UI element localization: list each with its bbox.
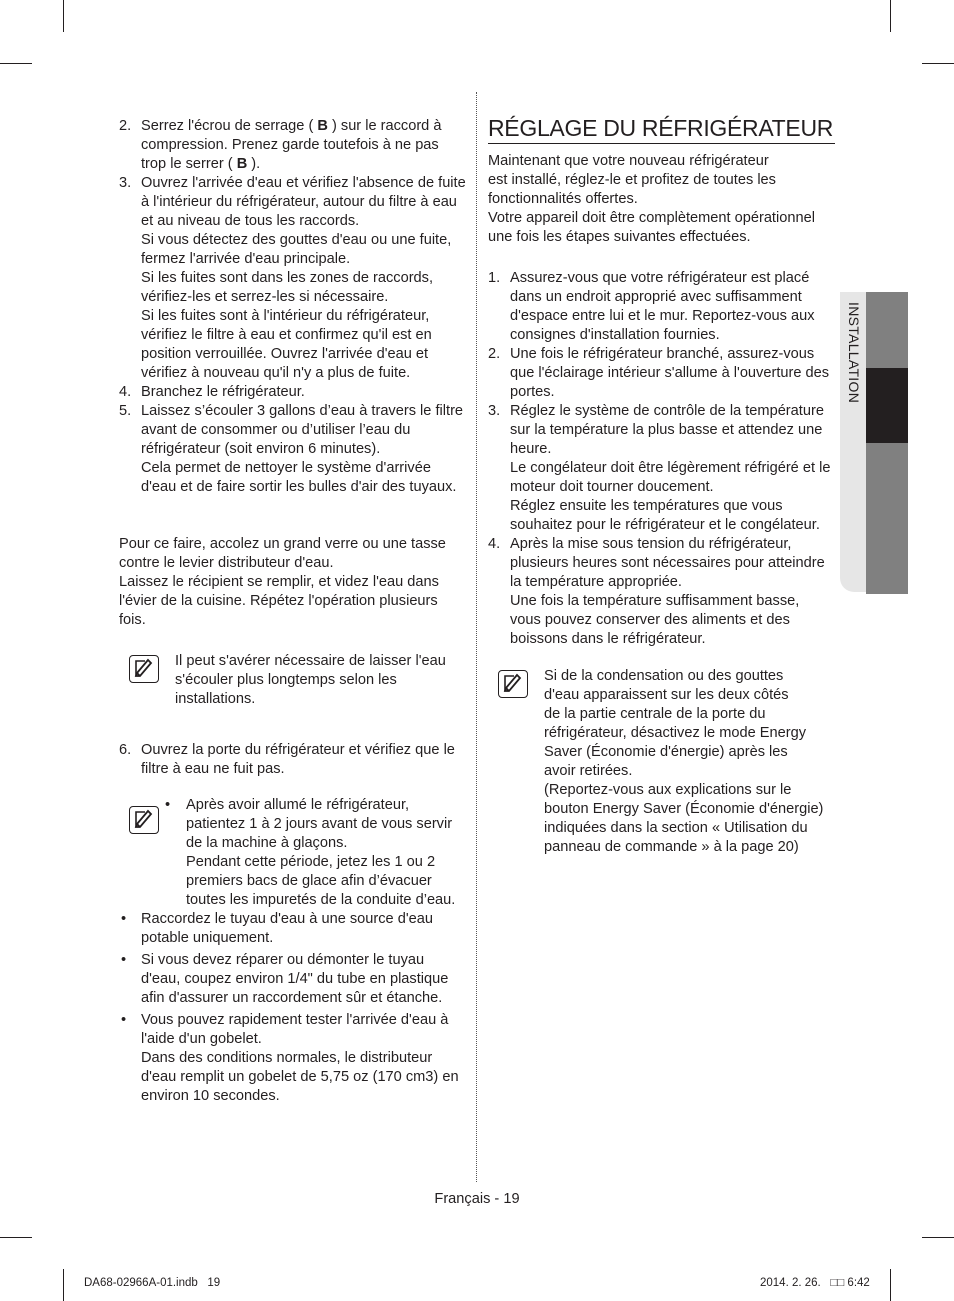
note-pencil-icon — [129, 655, 159, 683]
crop-mark — [890, 1269, 891, 1301]
page-number: Français - 19 — [434, 1191, 520, 1207]
list-item — [119, 117, 467, 174]
step-text: Assurez-vous que votre réfrigérateur est placé dans un endroit approprié avec suffisamment d'espace entre lui et le mur. Reportez-vous aux consignes d'installation fournies. — [510, 270, 815, 343]
bullet-text: Dans des conditions normales, le distributeur d'eau remplit un gobelet de 5,75 oz (170 cm3) en environ 10 secondes. — [141, 1050, 459, 1104]
section-heading: RÉGLAGE DU RÉFRIGÉRATEUR — [488, 114, 835, 144]
step-text: Si les fuites sont à l'intérieur du réfrigérateur, vérifiez le filtre à eau et confirmez qu'il est en position verrouillée. Ouvrez l'arrivée d'eau et vérifiez à nouveau qu'il n'y a plus de fuite. — [141, 308, 432, 381]
step-text: Réglez ensuite les températures que vous souhaitez pour le réfrigérateur et le congélateur. — [510, 498, 820, 533]
bullet-dot: • — [121, 952, 127, 968]
step-text: Serrez l'écrou de serrage ( — [141, 118, 318, 134]
step-text: Si les fuites sont dans les zones de raccords, vérifiez-les et serrez-les si nécessaire. — [141, 270, 434, 305]
step-number: 6. — [119, 742, 132, 758]
bullet-text: Vous pouvez rapidement tester l'arrivée d'eau à l'aide d'un gobelet. — [141, 1012, 449, 1047]
crop-mark — [0, 63, 32, 64]
step-text: Après la mise sous tension du réfrigérateur, plusieurs heures sont nécessaires pour atteindre la température appropriée. — [510, 536, 825, 590]
note-box — [488, 667, 834, 857]
step-text: Le congélateur doit être légèrement réfrigéré et le moteur doit tourner doucement. — [510, 460, 831, 495]
bullet-item — [119, 796, 467, 910]
bullet-text: Après avoir allumé le réfrigérateur, patientez 1 à 2 jours avant de vous servir de la machine à glaçons. — [186, 797, 453, 851]
list-item — [119, 402, 467, 497]
print-slug-date: 2014. 2. 26. □□ 6:42 — [760, 1277, 870, 1289]
install-steps-list — [119, 741, 467, 779]
note-box — [119, 796, 467, 1106]
step-number: 4. — [488, 536, 501, 552]
crop-mark — [63, 0, 64, 32]
step-text: Une fois le réfrigérateur branché, assurez-vous que l'éclairage intérieur s'allume à l'ouverture des portes. — [510, 346, 830, 400]
step-text: Laissez s’écouler 3 gallons d’eau à travers le filtre avant de consommer ou d’utiliser l’eau du réfrigérateur (soit environ 6 minutes). — [141, 403, 464, 457]
step-text: ). — [247, 156, 261, 172]
install-steps-list — [119, 117, 467, 497]
print-slug-file: DA68-02966A-01.indb 19 — [84, 1277, 221, 1289]
step-text: Si vous détectez des gouttes d'eau ou une fuite, fermez l'arrivée d'eau principale. — [141, 232, 452, 267]
list-item — [488, 535, 834, 649]
crop-mark — [922, 1237, 954, 1238]
step-number: 5. — [119, 403, 132, 419]
setup-steps-list — [488, 269, 834, 649]
crop-mark — [0, 1237, 32, 1238]
side-tab-active-marker — [866, 368, 908, 443]
note-text: (Reportez-vous aux explications sur le bouton Energy Saver (Économie d'énergie) indiquées dans la section « Utilisation du panneau de commande » à la page 20) — [544, 782, 824, 855]
bullet-item — [119, 951, 467, 1008]
step-number: 3. — [488, 403, 501, 419]
paragraph: Pour ce faire, accolez un grand verre ou une tasse contre le levier distributeur d'eau. — [119, 536, 446, 571]
note-box — [119, 652, 467, 709]
bullet-item — [119, 1011, 467, 1106]
left-column — [119, 117, 467, 1106]
paragraph: Votre appareil doit être complètement opérationnel une fois les étapes suivantes effectuées. — [488, 210, 815, 245]
note-text: Si de la condensation ou des gouttes d'eau apparaissent sur les deux côtés de la partie centrale de la porte du réfrigérateur, désactivez le mode Energy Saver (Économie d'énergie) après les avoir retirées. — [544, 668, 807, 779]
step-text: Réglez le système de contrôle de la température sur la température la plus basse et attendez une heure. — [510, 403, 824, 457]
step-text: Branchez le réfrigérateur. — [141, 384, 305, 400]
list-item — [119, 383, 467, 402]
bullet-item — [119, 910, 467, 948]
side-tab-bar — [866, 292, 908, 594]
list-item — [119, 174, 467, 383]
paragraph: Maintenant que votre nouveau réfrigérateur est installé, réglez-le et profitez de toutes les fonctionnalités offertes. — [488, 153, 776, 207]
bullet-dot: • — [121, 911, 127, 927]
step-number: 4. — [119, 384, 132, 400]
step-bold: B — [317, 118, 328, 134]
column-divider — [476, 92, 477, 1182]
list-item — [488, 402, 834, 535]
side-tab-label: INSTALLATION — [846, 302, 862, 404]
step-number: 3. — [119, 175, 132, 191]
step-number: 2. — [488, 346, 501, 362]
bullet-text: Si vous devez réparer ou démonter le tuyau d'eau, coupez environ 1/4" du tube en plastique afin d'assurer un raccordement sûr et étanche. — [141, 952, 449, 1006]
bullet-dot: • — [165, 797, 171, 813]
paragraph: Laissez le récipient se remplir, et videz l'eau dans l'évier de la cuisine. Répétez l'opération plusieurs fois. — [119, 574, 439, 628]
step-number: 1. — [488, 270, 501, 286]
step-text: Ouvrez l'arrivée d'eau et vérifiez l'absence de fuite à l'intérieur du réfrigérateur, autour du filtre à eau et au niveau de tous les raccords. — [141, 175, 466, 229]
note-text: Il peut s'avérer nécessaire de laisser l'eau s'écouler plus longtemps selon les installations. — [175, 653, 446, 707]
step-text: Une fois la température suffisamment basse, vous pouvez conserver des aliments et des boissons dans le réfrigérateur. — [510, 593, 800, 647]
step-text: Ouvrez la porte du réfrigérateur et vérifiez que le filtre à eau ne fuit pas. — [141, 742, 455, 777]
list-item — [488, 269, 834, 345]
right-column — [488, 152, 834, 857]
step-number: 2. — [119, 118, 132, 134]
list-item — [488, 345, 834, 402]
bullet-text: Raccordez le tuyau d'eau à une source d'eau potable uniquement. — [141, 911, 433, 946]
step-text: Cela permet de nettoyer le système d'arrivée d'eau et de faire sortir les bulles d'air des tuyaux. — [141, 460, 457, 495]
crop-mark — [63, 1269, 64, 1301]
bullet-dot: • — [121, 1012, 127, 1028]
crop-mark — [890, 0, 891, 32]
note-pencil-icon — [498, 670, 528, 698]
list-item — [119, 741, 467, 779]
bullet-text: Pendant cette période, jetez les 1 ou 2 premiers bacs de glace afin d’évacuer toutes les impuretés de la conduite d’eau. — [186, 854, 456, 908]
crop-mark — [922, 63, 954, 64]
step-bold: B — [236, 156, 248, 172]
step-text: ) sur le raccord à compression. Prenez garde toutefois à ne pas trop le serrer ( — [141, 118, 442, 172]
